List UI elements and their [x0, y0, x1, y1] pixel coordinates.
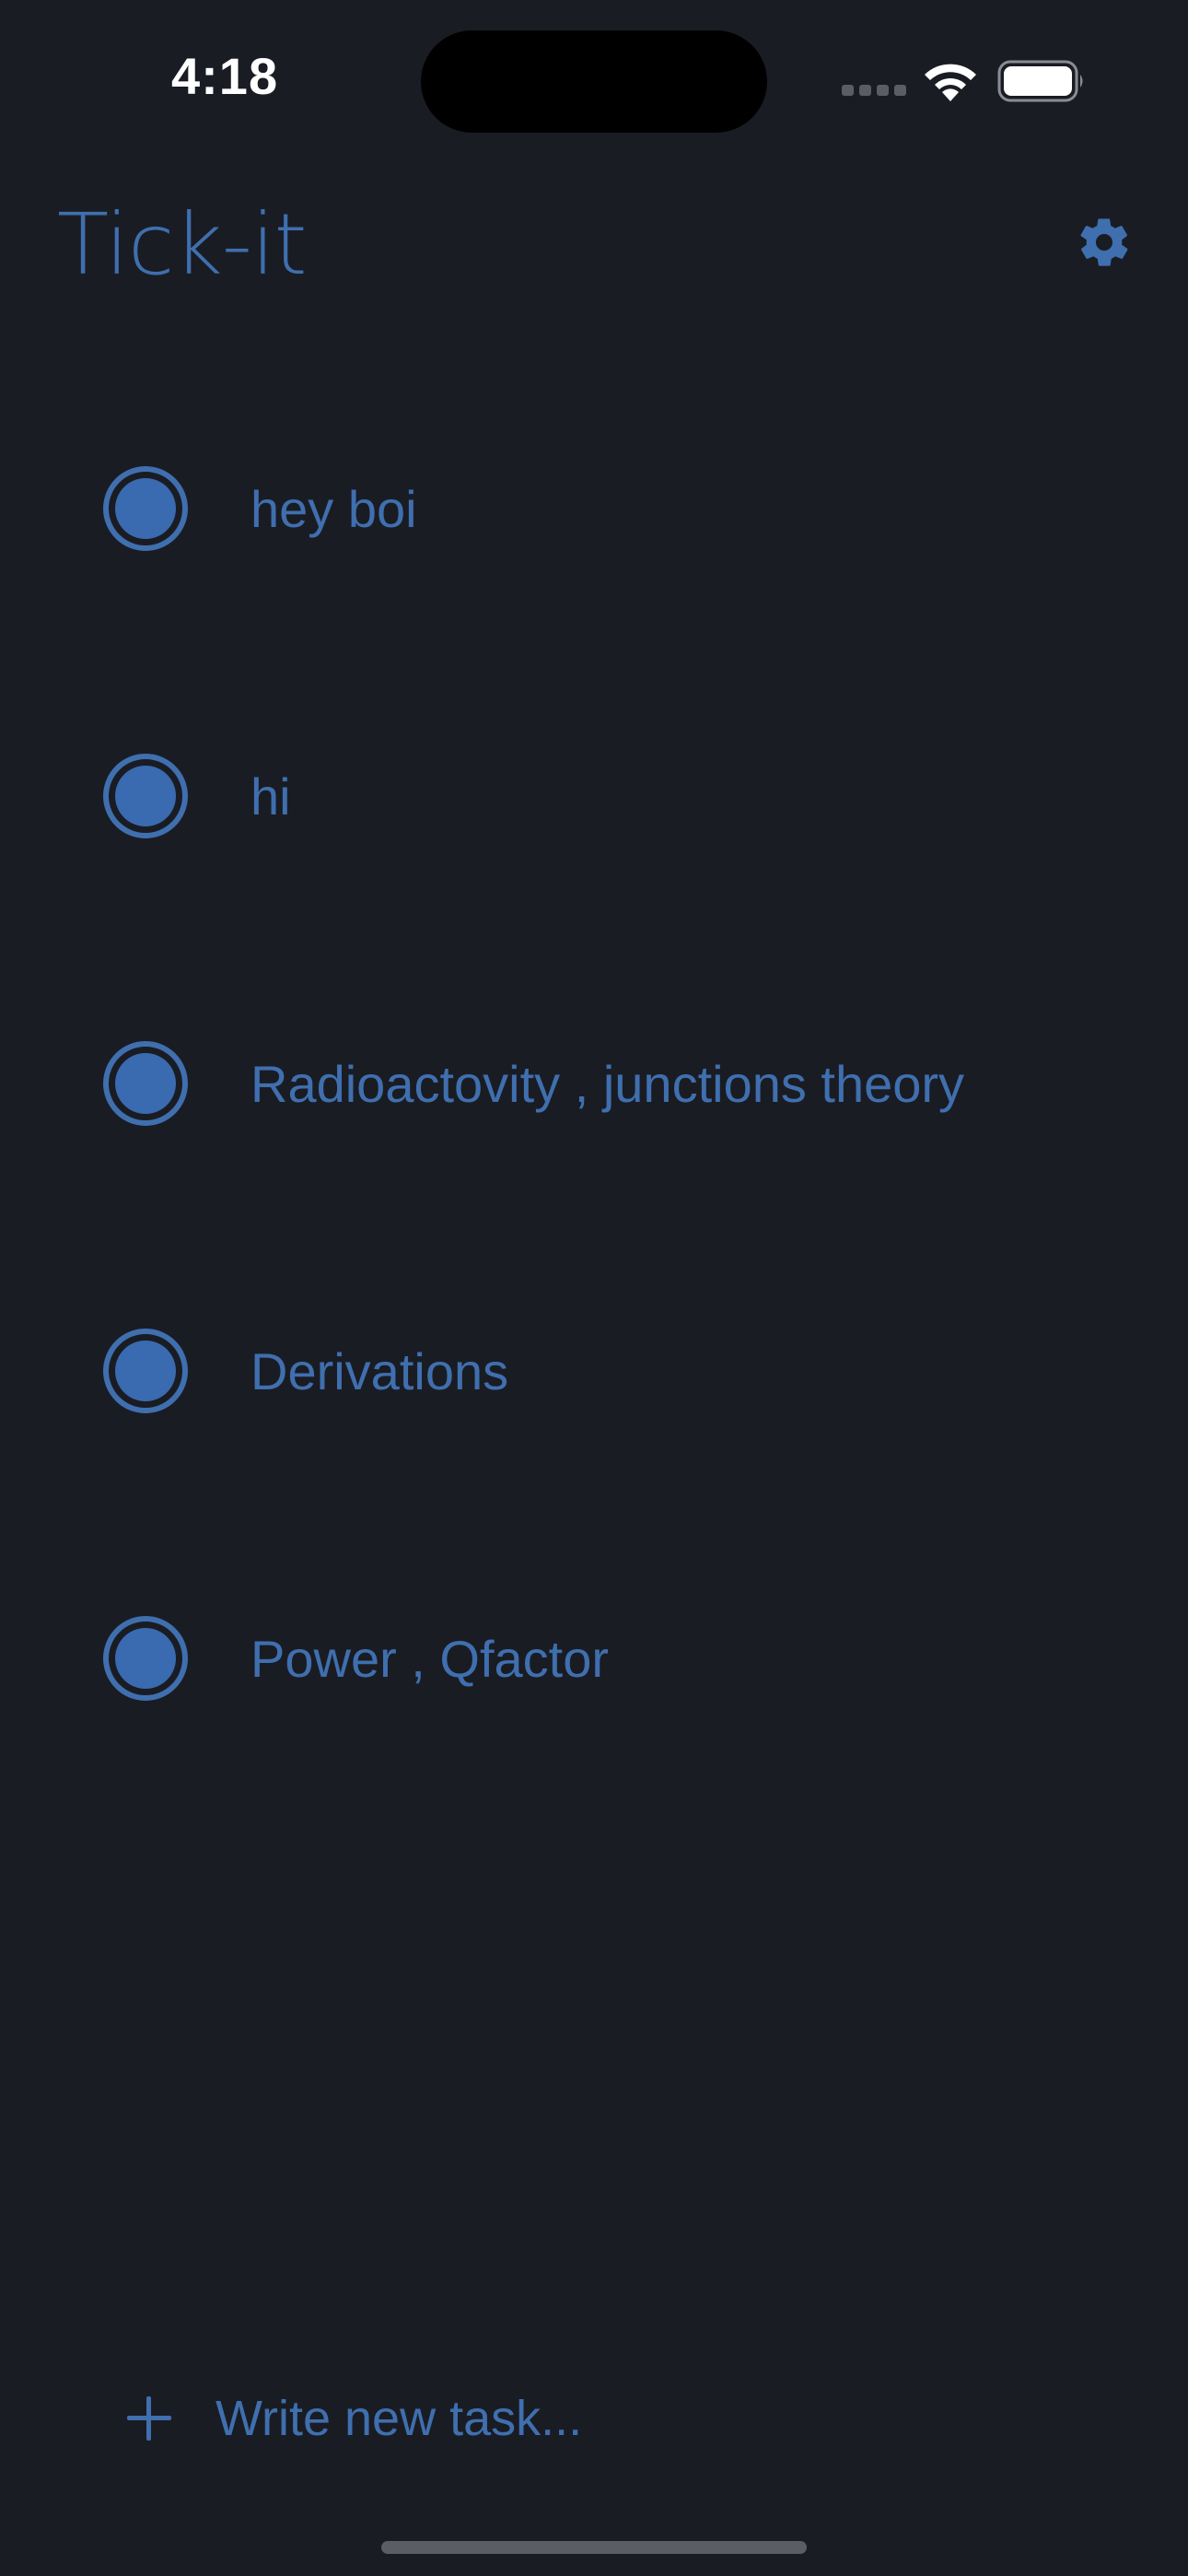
task-checkbox[interactable] — [103, 1329, 188, 1413]
task-label: hi — [250, 767, 291, 825]
task-label: Radioactovity , junctions theory — [250, 1054, 965, 1113]
plus-icon[interactable] — [123, 2393, 175, 2444]
status-time: 4:18 — [171, 47, 279, 105]
task-checkbox[interactable] — [103, 754, 188, 838]
task-label: hey boi — [250, 479, 417, 538]
task-checkbox[interactable] — [103, 466, 188, 551]
app-title: Tick-it — [57, 195, 307, 294]
list-item[interactable] — [103, 1037, 1162, 1130]
dynamic-island — [421, 30, 767, 133]
task-checkbox[interactable] — [103, 1041, 188, 1126]
wifi-icon — [919, 59, 982, 103]
task-checkbox[interactable] — [103, 1616, 188, 1701]
list-item[interactable] — [103, 750, 1162, 842]
battery-icon — [997, 60, 1086, 102]
new-task-input[interactable] — [215, 2390, 1044, 2447]
cellular-signal-icon — [842, 85, 906, 98]
home-indicator[interactable] — [381, 2541, 807, 2554]
list-item[interactable] — [103, 1612, 1162, 1704]
list-item[interactable] — [103, 1325, 1162, 1417]
task-label: Power , Qfactor — [250, 1629, 610, 1688]
list-item[interactable] — [103, 463, 1162, 555]
task-label: Derivations — [250, 1341, 509, 1400]
gear-icon[interactable] — [1076, 214, 1133, 271]
new-task-row — [123, 2377, 1136, 2460]
